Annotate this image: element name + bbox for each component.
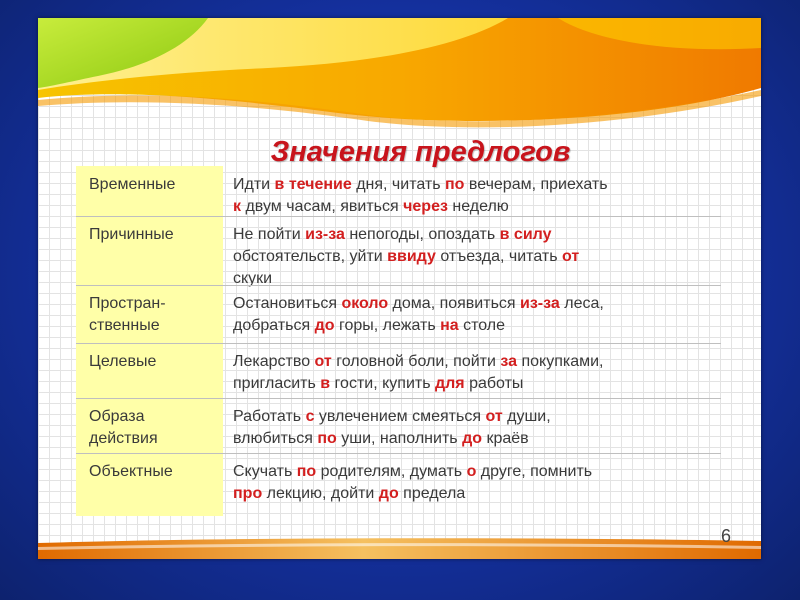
example-text: Лекарство: [233, 353, 315, 370]
examples-cell: [223, 453, 721, 516]
row-divider: [76, 216, 721, 217]
examples-cell: [223, 166, 721, 216]
row-divider: [76, 453, 721, 454]
example-text: родителям, думать: [316, 463, 467, 480]
example-text: Остановиться: [233, 295, 342, 312]
example-text: Идти: [233, 176, 275, 193]
example-text: столе: [458, 317, 506, 334]
preposition-highlight: про: [233, 485, 263, 502]
example-text: горы, лежать: [334, 317, 441, 334]
example-text: гости, купить: [330, 375, 435, 392]
preposition-highlight: к: [233, 198, 242, 215]
examples-cell: [223, 343, 721, 398]
example-text: работы: [464, 375, 524, 392]
decorative-footer: [38, 533, 761, 559]
preposition-highlight: из-за: [305, 226, 345, 243]
preposition-highlight: от: [485, 408, 503, 425]
example-text: дня, читать: [351, 176, 445, 193]
table-row: [76, 398, 721, 453]
preposition-highlight: по: [317, 430, 337, 447]
example-text: неделю: [447, 198, 509, 215]
example-text: краёв: [482, 430, 529, 447]
example-text: двум часам, явиться: [241, 198, 404, 215]
preposition-highlight: в силу: [499, 226, 552, 243]
page-number: 6: [720, 526, 731, 546]
preposition-highlight: через: [403, 198, 448, 215]
decorative-banner: [38, 18, 761, 128]
preposition-highlight: до: [314, 317, 335, 334]
example-text: вечерам, приехать: [468, 176, 608, 193]
slide-title: Значения предлогов: [270, 136, 571, 168]
table-row: [76, 285, 721, 343]
preposition-highlight: о: [466, 463, 477, 480]
category-cell: Простран- ственные: [76, 285, 223, 343]
preposition-highlight: в течение: [274, 176, 352, 193]
prepositions-table: [76, 166, 721, 516]
preposition-highlight: с: [305, 408, 315, 425]
example-text: леса, добраться: [233, 295, 604, 334]
table-row: [76, 166, 721, 216]
row-divider: [76, 343, 721, 344]
row-divider: [76, 285, 721, 286]
preposition-highlight: для: [434, 375, 465, 392]
table-row: [76, 453, 721, 516]
preposition-highlight: из-за: [520, 295, 560, 312]
example-text: увлечением смеяться: [314, 408, 486, 425]
example-text: покупками, пригласить: [233, 353, 604, 392]
category-cell: Временные: [76, 166, 223, 216]
category-cell: Объектные: [76, 453, 223, 516]
example-text: дома, появиться: [388, 295, 521, 312]
example-text: головной боли, пойти: [331, 353, 501, 370]
example-text: души, влюбиться: [233, 408, 551, 447]
example-text: отъезда, читать: [435, 248, 562, 265]
example-text: друге, помнить: [480, 463, 593, 480]
examples-cell: [223, 216, 721, 285]
example-text: уши, наполнить: [336, 430, 463, 447]
preposition-highlight: до: [378, 485, 399, 502]
preposition-highlight: до: [462, 430, 482, 447]
row-divider: [76, 398, 721, 399]
table-row: [76, 216, 721, 285]
preposition-highlight: около: [341, 295, 389, 312]
preposition-highlight: от: [561, 248, 580, 265]
example-text: Не пойти: [233, 226, 306, 243]
preposition-highlight: за: [500, 353, 517, 370]
category-cell: Образа действия: [76, 398, 223, 453]
examples-cell: [223, 285, 721, 343]
preposition-highlight: по: [445, 176, 465, 193]
example-text: предела: [398, 485, 466, 502]
example-text: лекцию, дойти: [262, 485, 379, 502]
examples-cell: [223, 398, 721, 453]
example-text: скуки: [233, 270, 273, 287]
preposition-highlight: от: [314, 353, 332, 370]
category-cell: Целевые: [76, 343, 223, 398]
preposition-highlight: ввиду: [387, 248, 436, 265]
example-text: Работать: [233, 408, 306, 425]
category-cell: Причинные: [76, 216, 223, 285]
preposition-highlight: по: [296, 463, 317, 480]
example-text: обстоятельств, уйти: [233, 248, 383, 265]
slide: [38, 18, 761, 559]
example-text: Скучать: [233, 463, 297, 480]
table-row: [76, 343, 721, 398]
preposition-highlight: на: [440, 317, 459, 334]
preposition-highlight: в: [320, 375, 331, 392]
example-text: непогоды, опоздать: [344, 226, 500, 243]
